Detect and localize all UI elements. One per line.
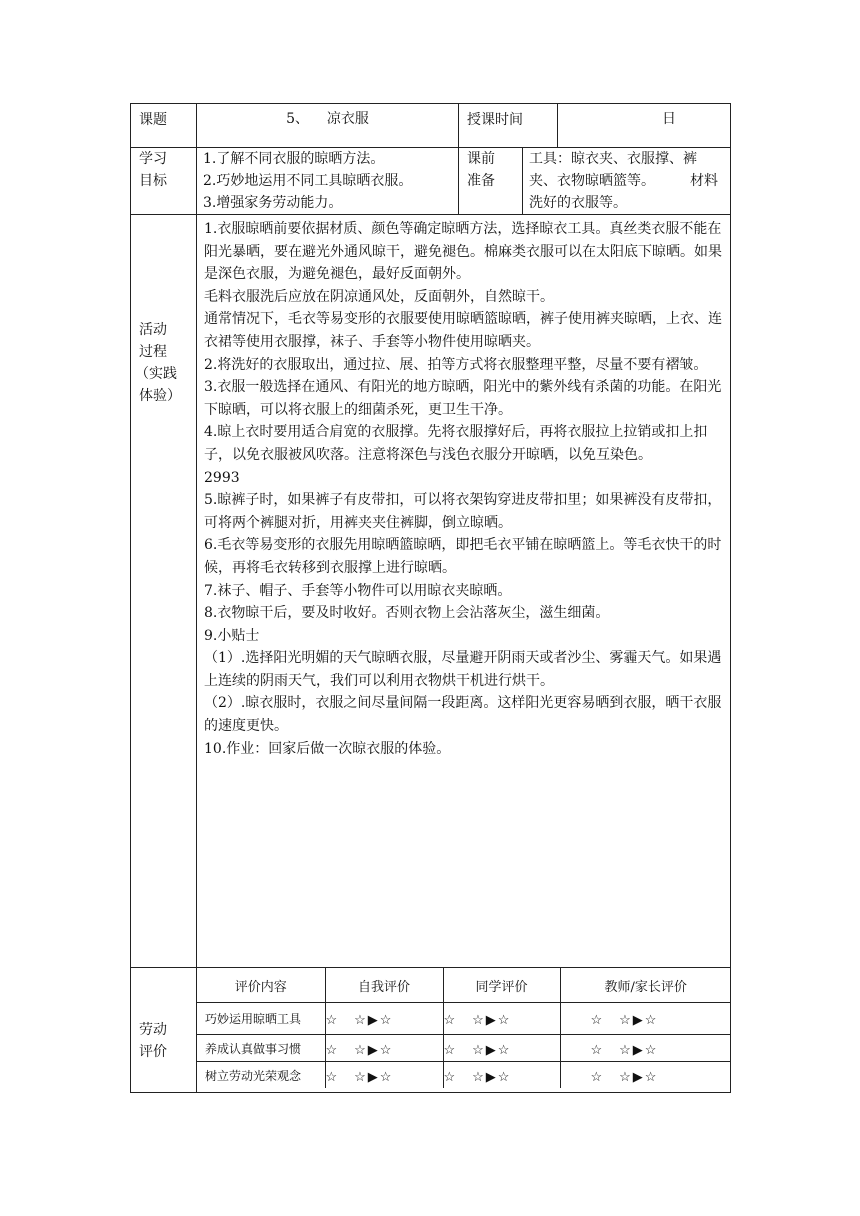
lesson-plan-table xyxy=(130,103,731,1093)
topic-title: 5、 凉衣服 xyxy=(286,111,369,127)
objective-item: 3.增强家务劳动能力。 xyxy=(203,195,343,211)
self-rating-stars[interactable]: ☆ ☆▶☆ xyxy=(325,1003,443,1035)
peer-rating-stars[interactable]: ☆ ☆▶☆ xyxy=(443,1003,560,1035)
time-value: 日 xyxy=(662,111,676,127)
activity-paragraph: 7.袜子、帽子、手套等小物件可以用晾衣夹晾晒。 xyxy=(204,582,512,599)
activity-paragraph: 通常情况下，毛衣等易变形的衣服要使用晾晒篮晾晒，裤子使用裤夹晾晒，上衣、连衣裙等使用衣服撑，袜子、手套等小物件使用晾晒夹。 xyxy=(204,311,722,350)
teacher-rating-stars[interactable]: ☆ ☆▶☆ xyxy=(560,1035,731,1062)
objective-item: 2.巧妙地运用不同工具晾晒衣服。 xyxy=(203,173,413,189)
activity-paragraph: （1）.选择阳光明媚的天气晾晒衣服，尽量避开阴雨天或者沙尘、雾霾天气。如果遇上连续的阴雨天气，我们可以利用衣物烘干机进行烘干。 xyxy=(204,650,722,689)
evaluation-row-item xyxy=(197,1062,731,1089)
objectives-label: 学习 目标 xyxy=(139,151,167,189)
evaluation-row-item xyxy=(197,1003,731,1035)
activity-paragraph: 1.衣服晾晒前要依据材质、颜色等确定晾晒方法，选择晾衣工具。真丝类衣服不能在阳光暴晒，要在避光外通风晾干，避免褪色。棉麻类衣服可以在太阳底下晾晒。如果是深色衣服，为避免褪色，最好反面朝外。 xyxy=(204,221,722,283)
prep-text: 工具：晾衣夹、衣服撑、裤夹、衣物晾晒篮等。 材料 洗好的衣服等。 xyxy=(529,151,718,211)
time-label: 授课时间 xyxy=(467,112,523,128)
activity-paragraph: 2993 xyxy=(204,469,240,486)
peer-rating-stars[interactable]: ☆ ☆▶☆ xyxy=(443,1062,560,1089)
activity-paragraph: 9.小贴士 xyxy=(204,627,260,644)
self-rating-stars[interactable]: ☆ ☆▶☆ xyxy=(325,1062,443,1089)
peer-rating-stars[interactable]: ☆ ☆▶☆ xyxy=(443,1035,560,1062)
evaluation-label: 劳动 评价 xyxy=(139,1022,167,1060)
evaluation-table xyxy=(197,968,731,1088)
eval-item-name: 巧妙运用晾晒工具 xyxy=(197,1003,325,1035)
activity-paragraph: 毛料衣服洗后应放在阴凉通风处，反面朝外，自然晾干。 xyxy=(204,288,554,305)
activity-paragraph: 6.毛衣等易变形的衣服先用晾晒篮晾晒，即把毛衣平铺在晾晒篮上。等毛衣快干的时候，再将毛衣转移到衣服撑上进行晾晒。 xyxy=(204,537,722,576)
topic-label: 课题 xyxy=(139,112,167,128)
activity-paragraph: 3.衣服一般选择在通风、有阳光的地方晾晒，阳光中的紫外线有杀菌的功能。在阳光下晾晒，可以将衣服上的细菌杀死，更卫生干净。 xyxy=(204,379,722,418)
activity-paragraph: 4.晾上衣时要用适合肩宽的衣服撑。先将衣服撑好后，再将衣服拉上拉销或扣上扣子，以免衣服被风吹落。注意将深色与浅色衣服分开晾晒，以免互染色。 xyxy=(204,424,708,463)
evaluation-row xyxy=(131,968,731,1093)
teacher-rating-stars[interactable]: ☆ ☆▶☆ xyxy=(560,1003,731,1035)
eval-item-name: 树立劳动光荣观念 xyxy=(197,1062,325,1089)
prep-label: 课前 准备 xyxy=(467,151,495,189)
objectives-list xyxy=(197,148,458,214)
eval-header-content: 评价内容 xyxy=(197,968,325,1003)
activity-content xyxy=(197,215,730,760)
topic-row xyxy=(131,104,731,148)
activity-paragraph: 8.衣物晾干后，要及时收好。否则衣物上会沾落灰尘，滋生细菌。 xyxy=(204,605,610,622)
self-rating-stars[interactable]: ☆ ☆▶☆ xyxy=(325,1035,443,1062)
activity-paragraph: 10.作业：回家后做一次晾衣服的体验。 xyxy=(204,740,451,757)
activity-label: 活动 过程 （实践 体验） xyxy=(135,322,181,404)
eval-header-self: 自我评价 xyxy=(325,968,443,1003)
activity-paragraph: 2.将洗好的衣服取出，通过拉、展、拍等方式将衣服整理平整，尽量不要有褶皱。 xyxy=(204,356,708,373)
objective-item: 1.了解不同衣服的晾晒方法。 xyxy=(203,151,385,167)
teacher-rating-stars[interactable]: ☆ ☆▶☆ xyxy=(560,1062,731,1089)
eval-item-name: 养成认真做事习惯 xyxy=(197,1035,325,1062)
evaluation-header-row xyxy=(197,968,731,1003)
activity-paragraph: 5.晾裤子时，如果裤子有皮带扣，可以将衣架钩穿进皮带扣里；如果裤没有皮带扣，可将两个裤腿对折，用裤夹夹住裤脚，倒立晾晒。 xyxy=(204,492,722,531)
activity-paragraph: （2）.晾衣服时，衣服之间尽量间隔一段距离。这样阳光更容易晒到衣服，晒干衣服的速度更快。 xyxy=(204,695,722,735)
evaluation-row-item xyxy=(197,1035,731,1062)
activity-row xyxy=(131,215,731,968)
eval-header-teacher: 教师/家长评价 xyxy=(560,968,731,1003)
eval-header-peer: 同学评价 xyxy=(443,968,560,1003)
objectives-row xyxy=(131,148,731,215)
